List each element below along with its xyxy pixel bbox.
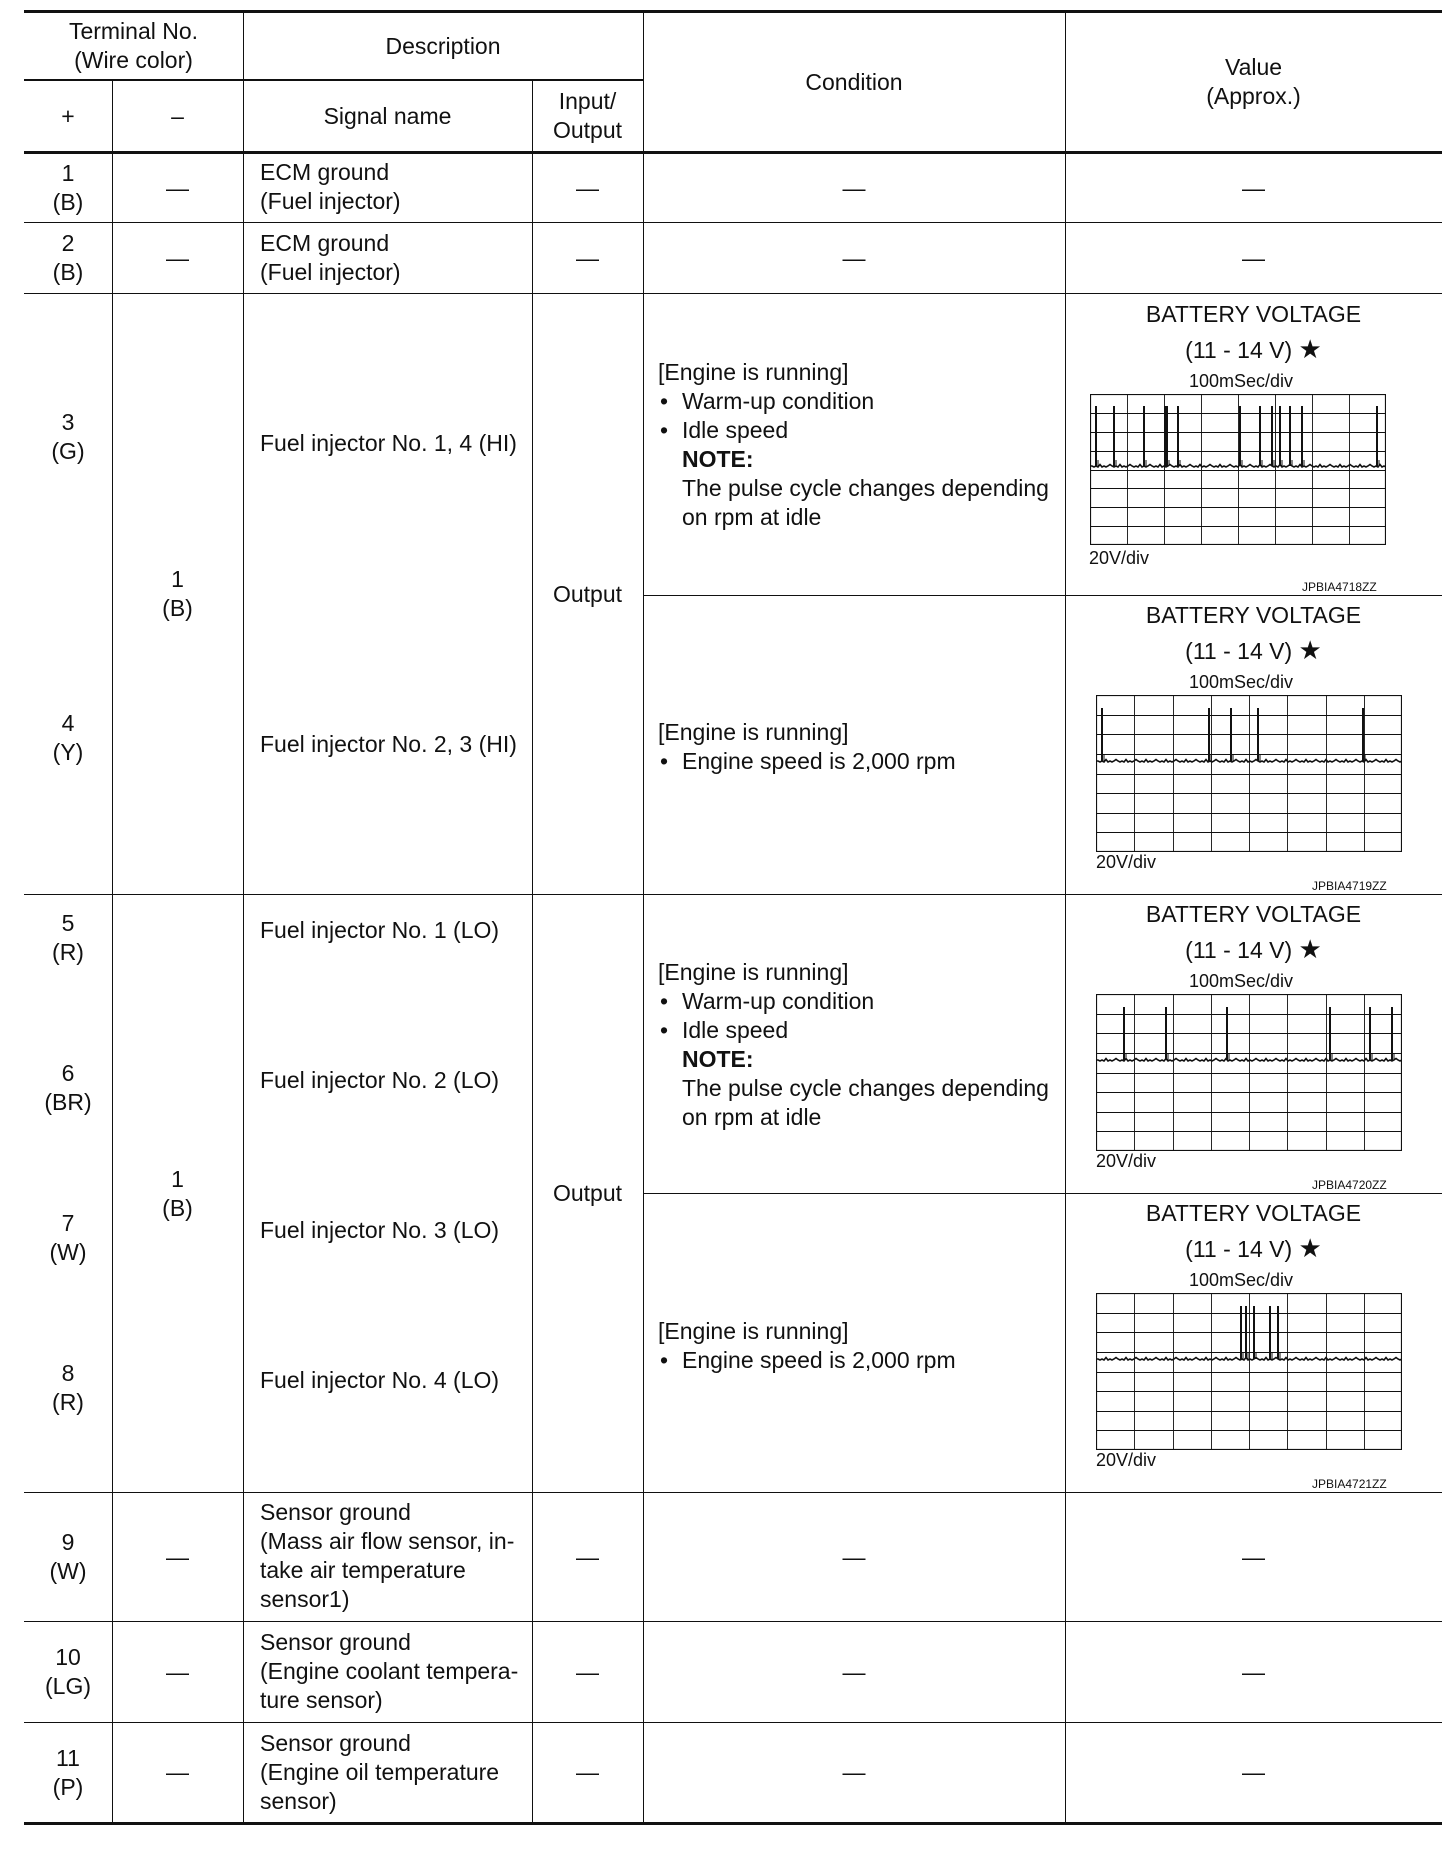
row2-terminal: 2 (B) [52, 230, 84, 285]
row11-signal: Sensor ground (Engine oil temperature sensor) [260, 1730, 500, 1814]
row3-signal: Fuel injector No. 1, 4 (HI) [260, 430, 517, 456]
row7-signal: Fuel injector No. 3 (LO) [260, 1217, 500, 1243]
figure-code: JPBIA4719ZZ [1312, 879, 1387, 893]
battery-voltage-label: BATTERY VOLTAGE [1145, 901, 1362, 927]
row4-signal: Fuel injector No. 2, 3 (HI) [260, 731, 517, 757]
header-wire-color: (Wire color) [74, 47, 193, 73]
row9-io: — [576, 1543, 599, 1570]
volt-scale: 20V/div [1096, 852, 1157, 872]
header-minus: – [171, 102, 184, 129]
group1-condition-speed: [Engine is running] • Engine speed is 2,000 rpm [658, 718, 1058, 776]
row2-signal: ECM ground (Fuel injector) [260, 230, 401, 285]
rule-col-signal [243, 10, 244, 1823]
header-terminal [24, 12, 243, 80]
row1-minus: — [166, 174, 189, 201]
row9-value: — [1242, 1543, 1265, 1570]
star-icon: ★ [1298, 334, 1322, 364]
oscilloscope-grid [1096, 1293, 1402, 1450]
header-signal-name: Signal name [323, 102, 452, 129]
row10-minus: — [166, 1658, 189, 1685]
row1-signal: ECM ground (Fuel injector) [260, 159, 401, 214]
waveform-panel-4 [1065, 1194, 1442, 1492]
voltage-range: (11 - 14 V) ★ [1185, 635, 1322, 665]
header-condition: Condition [805, 68, 903, 95]
oscilloscope-grid [1096, 695, 1402, 852]
group1-condition-idle: [Engine is running] • Warm-up condition • Idle speed NOTE: The pulse cycle changes depending on rpm at idle [658, 358, 1058, 532]
group2-minus: 1 (B) [162, 1165, 193, 1221]
row11-terminal: 11 (P) [52, 1744, 84, 1800]
row9-condition: — [842, 1543, 866, 1570]
volt-scale: 20V/div [1096, 1450, 1157, 1470]
row1-condition: — [842, 174, 866, 201]
row2-condition: — [842, 244, 866, 271]
star-icon: ★ [1298, 934, 1322, 964]
row4-terminal: 4 (Y) [52, 710, 84, 765]
volt-scale: 20V/div [1096, 1151, 1157, 1171]
oscilloscope-grid [1090, 394, 1386, 545]
row2-minus: — [166, 244, 189, 271]
row10-condition: — [842, 1658, 866, 1685]
row2-value: — [1242, 244, 1265, 271]
row10-value: — [1242, 1658, 1265, 1685]
row9-signal: Sensor ground (Mass air flow sensor, in- take air temperature sensor1) [260, 1499, 515, 1612]
row11-minus: — [166, 1759, 189, 1785]
row10-signal: Sensor ground (Engine coolant tempera- ture sensor) [260, 1629, 519, 1713]
voltage-range: (11 - 14 V) ★ [1185, 1233, 1322, 1263]
header-input-output: Input/ Output [552, 88, 623, 143]
row1-value: — [1242, 174, 1265, 201]
row9-minus: — [166, 1543, 189, 1570]
group2-io: Output [552, 1180, 623, 1206]
row9-terminal: 9 (W) [49, 1529, 87, 1584]
battery-voltage-label: BATTERY VOLTAGE [1145, 1200, 1362, 1226]
group1-minus: 1 (B) [162, 566, 193, 621]
row3-terminal: 3 (G) [51, 409, 85, 464]
row6-terminal: 6 (BR) [44, 1060, 92, 1115]
waveform-panel-1 [1065, 295, 1442, 595]
row11-value: — [1242, 1759, 1265, 1785]
row10-terminal: 10 (LG) [45, 1644, 91, 1699]
time-scale: 100mSec/div [1189, 371, 1294, 391]
row10-io: — [576, 1658, 599, 1685]
header-plus: + [61, 102, 75, 129]
header-description: Description [385, 32, 501, 59]
star-icon: ★ [1298, 1233, 1322, 1263]
time-scale: 100mSec/div [1189, 672, 1294, 692]
star-icon: ★ [1298, 635, 1322, 665]
battery-voltage-label: BATTERY VOLTAGE [1145, 301, 1362, 327]
voltage-range: (11 - 14 V) ★ [1185, 934, 1322, 964]
row5-terminal: 5 (R) [52, 910, 84, 965]
voltage-range: (11 - 14 V) ★ [1185, 334, 1322, 364]
row1-terminal: 1 (B) [52, 160, 84, 215]
row2-io: — [576, 244, 599, 271]
group2-condition-speed: [Engine is running] • Engine speed is 2,000 rpm [658, 1317, 1058, 1375]
row11-condition: — [842, 1759, 866, 1785]
header-value: Value (Approx.) [1206, 54, 1301, 109]
terminal-table [24, 10, 1442, 1848]
row11-io: — [576, 1759, 599, 1785]
row8-terminal: 8 (R) [52, 1360, 84, 1415]
oscilloscope-grid [1096, 994, 1402, 1151]
group2-condition-idle: [Engine is running] • Warm-up condition • Idle speed NOTE: The pulse cycle changes depending on rpm at idle [658, 958, 1058, 1132]
waveform-panel-2 [1065, 596, 1442, 894]
figure-code: JPBIA4718ZZ [1302, 580, 1377, 594]
figure-code: JPBIA4721ZZ [1312, 1477, 1387, 1491]
group1-io: Output [552, 580, 623, 607]
row5-signal: Fuel injector No. 1 (LO) [260, 917, 500, 943]
row7-terminal: 7 (W) [49, 1210, 87, 1265]
figure-code: JPBIA4720ZZ [1312, 1178, 1387, 1192]
time-scale: 100mSec/div [1189, 971, 1294, 991]
waveform-panel-3 [1065, 895, 1442, 1193]
battery-voltage-label: BATTERY VOLTAGE [1145, 602, 1362, 628]
time-scale: 100mSec/div [1189, 1270, 1294, 1290]
row1-io: — [576, 174, 599, 201]
header-terminal-no: Terminal No. [68, 18, 199, 44]
rule-bottom [24, 1822, 1442, 1825]
row6-signal: Fuel injector No. 2 (LO) [260, 1067, 500, 1093]
volt-scale: 20V/div [1089, 548, 1150, 568]
row8-signal: Fuel injector No. 4 (LO) [260, 1367, 500, 1393]
